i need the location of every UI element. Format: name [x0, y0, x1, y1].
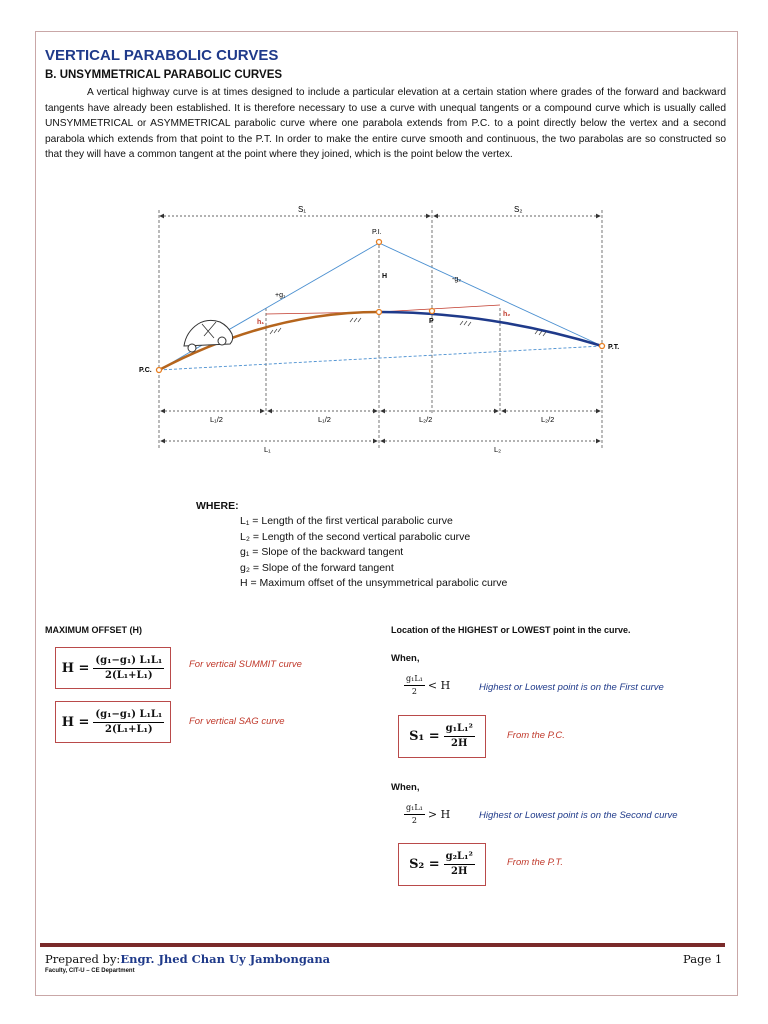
- summit-note: For vertical SUMMIT curve: [189, 659, 302, 670]
- formula-lhs: S₂ =: [409, 857, 440, 872]
- second-curve-note: Highest or Lowest point is on the Second curve: [479, 810, 678, 821]
- h2-label: h₂: [503, 311, 511, 318]
- when-label-1: When,: [391, 653, 420, 664]
- max-offset-title: MAXIMUM OFFSET (H): [45, 625, 142, 635]
- formula-lhs: H =: [61, 714, 90, 730]
- formula-fraction: [93, 709, 164, 736]
- tangent-lines: [159, 243, 602, 370]
- sag-note: For vertical SAG curve: [189, 716, 285, 727]
- prepared-label: Prepared by:: [45, 952, 121, 966]
- s2-label: S₂: [514, 205, 523, 214]
- g2-label: -g₂: [452, 276, 461, 283]
- pc-label: P.C.: [139, 367, 152, 374]
- formula-lhs: S₁ =: [409, 729, 440, 744]
- inequality-relation: < H: [427, 679, 451, 692]
- where-item: g₁ = Slope of the backward tangent: [240, 546, 404, 559]
- intro-text: A vertical highway curve is at times designed to include a particular elevation at a certain station where grades of the forward and backward tangents have already been established. It is therefore necessary to use a curve with unequal tangents or a compound curve which is usually called UNSYMMETRICAL or ASYMMETRICAL parabolic curve where one parabola extends from P.C. to a point directly below the vertex and a second parabola which extends from that point to the P.T. In order to make the entire curve smooth and continuous, the two parabolas are so constructed so that they will have a common tangent at the point where they joined, which is the point below the vertex.: [45, 87, 726, 161]
- l1-half-label-b: L₁/2: [318, 415, 331, 424]
- h1-label: h₁: [257, 319, 265, 326]
- when-label-2: When,: [391, 782, 420, 793]
- where-title: WHERE:: [196, 500, 239, 512]
- inequality-numerator: g₁L₁: [404, 803, 425, 815]
- g1-label: +g₁: [275, 292, 286, 299]
- where-item: g₂ = Slope of the forward tangent: [240, 561, 394, 574]
- inequality-denominator: 2: [411, 816, 417, 825]
- first-curve-note: Highest or Lowest point is on the First curve: [479, 682, 664, 693]
- s1-label: S₁: [298, 205, 307, 214]
- formula-numerator: (g₁−g₁) L₁L₁: [93, 709, 164, 723]
- from-pt-note: From the P.T.: [507, 857, 563, 868]
- unsymmetrical-curve-diagram: [130, 200, 630, 465]
- formula-denominator: 2(L₁+L₁): [105, 723, 153, 735]
- prepared-by: [45, 952, 330, 966]
- second-parabola: [379, 312, 602, 346]
- inequality-denominator: 2: [411, 687, 417, 696]
- inequality-fraction: [404, 803, 425, 826]
- p-label: P: [429, 318, 434, 325]
- formula-numerator: g₂L₁²: [444, 851, 475, 865]
- formula-denominator: 2(L₁+L₁): [105, 669, 153, 681]
- l2-label: L₂: [494, 445, 502, 454]
- inequality-numerator: g₁L₁: [404, 674, 425, 686]
- from-pc-note: From the P.C.: [507, 730, 565, 741]
- inequality-2: [404, 803, 450, 826]
- formula-lhs: H =: [61, 660, 90, 676]
- formula-numerator: g₁L₁²: [444, 723, 475, 737]
- formula-fraction: [444, 851, 475, 878]
- s2-formula-box: [398, 843, 486, 886]
- intro-paragraph: [45, 85, 726, 163]
- where-item: L₂ = Length of the second vertical parabolic curve: [240, 530, 471, 543]
- pt-label: P.T.: [608, 344, 620, 351]
- faculty-line: Faculty, CIT-U – CE Department: [45, 968, 135, 974]
- formula-numerator: (g₁−g₁) L₁L₁: [93, 655, 164, 669]
- summit-formula-box: [55, 647, 171, 689]
- where-item: L₁ = Length of the first vertical parabolic curve: [240, 515, 453, 527]
- s1-formula-box: [398, 715, 486, 758]
- footer-divider: [40, 943, 725, 947]
- formula-denominator: 2H: [451, 738, 468, 749]
- page-number: Page 1: [683, 952, 723, 966]
- l1-half-label-a: L₁/2: [210, 415, 223, 424]
- l2-half-label-b: L₂/2: [541, 415, 555, 424]
- l2-half-label-a: L₂/2: [419, 415, 433, 424]
- author-name: Engr. Jhed Chan Uy Jambongana: [120, 952, 331, 966]
- page-title: VERTICAL PARABOLIC CURVES: [45, 47, 279, 64]
- where-item: H = Maximum offset of the unsymmetrical parabolic curve: [240, 577, 508, 590]
- inequality-fraction: [404, 674, 425, 697]
- formula-denominator: 2H: [451, 866, 468, 877]
- location-title: Location of the HIGHEST or LOWEST point in the curve.: [391, 625, 631, 635]
- pi-label: P.I.: [372, 229, 382, 236]
- l1-label: L₁: [264, 445, 271, 454]
- formula-fraction: [93, 655, 164, 682]
- inequality-relation: > H: [427, 808, 451, 821]
- ground-hatching: [270, 318, 546, 336]
- where-list: [240, 514, 507, 592]
- curve-points: [157, 240, 605, 373]
- sag-formula-box: [55, 701, 171, 743]
- h-label: H: [382, 273, 388, 280]
- inequality-1: [404, 674, 450, 697]
- formula-fraction: [444, 723, 475, 750]
- section-subtitle: B. UNSYMMETRICAL PARABOLIC CURVES: [45, 69, 283, 81]
